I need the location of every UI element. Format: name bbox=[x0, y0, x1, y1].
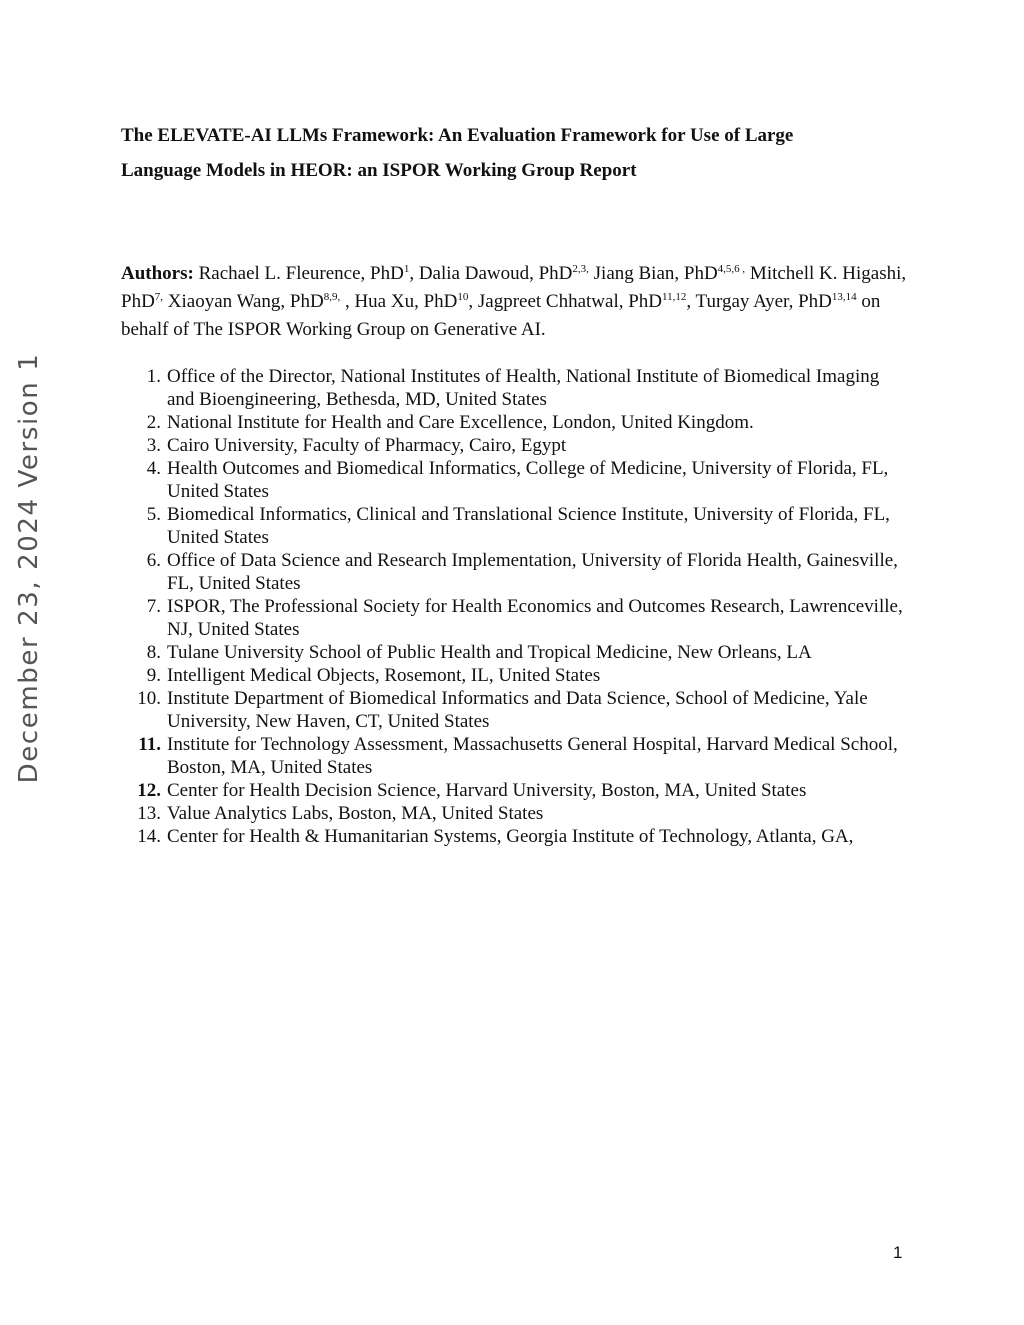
author-5-name: Xiaoyan Wang, PhD bbox=[163, 291, 324, 312]
author-8-name: , Turgay Ayer, PhD bbox=[686, 291, 832, 312]
paper-title-line-2: Language Models in HEOR: an ISPOR Working Group Report bbox=[121, 160, 637, 181]
affiliation-number: 12. bbox=[137, 780, 161, 801]
author-3-name: Jiang Bian, PhD bbox=[588, 263, 718, 284]
affiliation-item bbox=[121, 664, 911, 687]
author-8-affiliations: 13,14 bbox=[831, 291, 857, 303]
author-7-name: , Jagpreet Chhatwal, PhD bbox=[468, 291, 663, 312]
affiliation-number: 8. bbox=[146, 642, 161, 663]
affiliation-number: 2. bbox=[146, 412, 161, 433]
affiliation-number: 5. bbox=[146, 504, 161, 525]
affiliation-text: Cairo University, Faculty of Pharmacy, Cairo, Egypt bbox=[167, 435, 567, 456]
affiliation-number: 13. bbox=[137, 803, 161, 824]
affiliation-number: 11. bbox=[138, 734, 161, 755]
paper-title bbox=[121, 118, 921, 188]
affiliation-number: 4. bbox=[146, 458, 161, 479]
affiliation-item bbox=[121, 411, 911, 434]
affiliation-text: Institute for Technology Assessment, Massachusetts General Hospital, Harvard Medical School, Boston, MA, United States bbox=[167, 734, 898, 778]
affiliation-number: 7. bbox=[146, 596, 161, 617]
affiliation-text: Biomedical Informatics, Clinical and Translational Science Institute, University of Florida, FL, United States bbox=[167, 504, 890, 548]
affiliation-text: Health Outcomes and Biomedical Informatics, College of Medicine, University of Florida, FL, United States bbox=[167, 458, 889, 502]
affiliation-text: Value Analytics Labs, Boston, MA, United States bbox=[167, 803, 544, 824]
affiliation-item bbox=[121, 595, 911, 641]
affiliation-item bbox=[121, 434, 911, 457]
affiliation-number: 14. bbox=[137, 826, 161, 847]
affiliation-text: Center for Health & Humanitarian Systems, Georgia Institute of Technology, Atlanta, GA, bbox=[167, 826, 854, 847]
affiliation-item bbox=[121, 365, 911, 411]
page-number: 1 bbox=[893, 1243, 903, 1262]
authors-label: Authors: bbox=[121, 263, 194, 284]
affiliation-text: Office of the Director, National Institutes of Health, National Institute of Biomedical Imaging and Bioengineering, Bethesda, MD, United States bbox=[167, 366, 880, 410]
affiliation-text: Tulane University School of Public Health and Tropical Medicine, New Orleans, LA bbox=[167, 642, 812, 663]
affiliation-list bbox=[121, 365, 911, 848]
author-1-name: Rachael L. Fleurence, PhD bbox=[193, 263, 404, 284]
affiliation-number: 9. bbox=[146, 665, 161, 686]
author-1-affiliations: 1 bbox=[403, 263, 410, 275]
author-3-affiliations: 4,5,6 , bbox=[717, 263, 746, 275]
affiliation-text: ISPOR, The Professional Society for Health Economics and Outcomes Research, Lawrenceville, NJ, United States bbox=[167, 596, 903, 640]
affiliation-number: 6. bbox=[146, 550, 161, 571]
affiliation-number: 1. bbox=[146, 366, 161, 387]
affiliation-item bbox=[121, 549, 911, 595]
affiliation-item bbox=[121, 641, 911, 664]
version-date-stamp: December 23, 2024 Version 1 bbox=[14, 352, 44, 784]
affiliation-text: National Institute for Health and Care Excellence, London, United Kingdom. bbox=[167, 412, 754, 433]
affiliation-item bbox=[121, 733, 911, 779]
affiliation-text: Intelligent Medical Objects, Rosemont, IL, United States bbox=[167, 665, 601, 686]
author-6-name: , Hua Xu, PhD bbox=[340, 291, 458, 312]
author-2-name: , Dalia Dawoud, PhD bbox=[409, 263, 573, 284]
affiliation-item bbox=[121, 457, 911, 503]
affiliation-text: Institute Department of Biomedical Informatics and Data Science, School of Medicine, Yale University, New Haven, CT, United States bbox=[167, 688, 868, 732]
affiliation-item bbox=[121, 503, 911, 549]
affiliation-number: 3. bbox=[146, 435, 161, 456]
affiliation-item bbox=[121, 825, 911, 848]
affiliation-item bbox=[121, 802, 911, 825]
author-5-affiliations: 8,9, bbox=[323, 291, 341, 303]
affiliation-text: Office of Data Science and Research Implementation, University of Florida Health, Gainesville, FL, United States bbox=[167, 550, 898, 594]
affiliation-text: Center for Health Decision Science, Harvard University, Boston, MA, United States bbox=[167, 780, 807, 801]
affiliation-item bbox=[121, 687, 911, 733]
affiliation-number: 10. bbox=[137, 688, 161, 709]
paper-title-line-1: The ELEVATE-AI LLMs Framework: An Evaluation Framework for Use of Large bbox=[121, 125, 794, 146]
author-list bbox=[121, 260, 911, 344]
author-7-affiliations: 11,12 bbox=[662, 291, 687, 303]
author-4-name: Mitchell K. Higashi, PhD bbox=[121, 263, 907, 312]
affiliation-item bbox=[121, 779, 911, 802]
author-6-affiliations: 10 bbox=[457, 291, 469, 303]
author-2-affiliations: 2,3, bbox=[572, 263, 589, 275]
author-4-affiliations: 7, bbox=[154, 291, 164, 303]
authors-tail: on behalf of The ISPOR Working Group on Generative AI. bbox=[121, 291, 881, 340]
